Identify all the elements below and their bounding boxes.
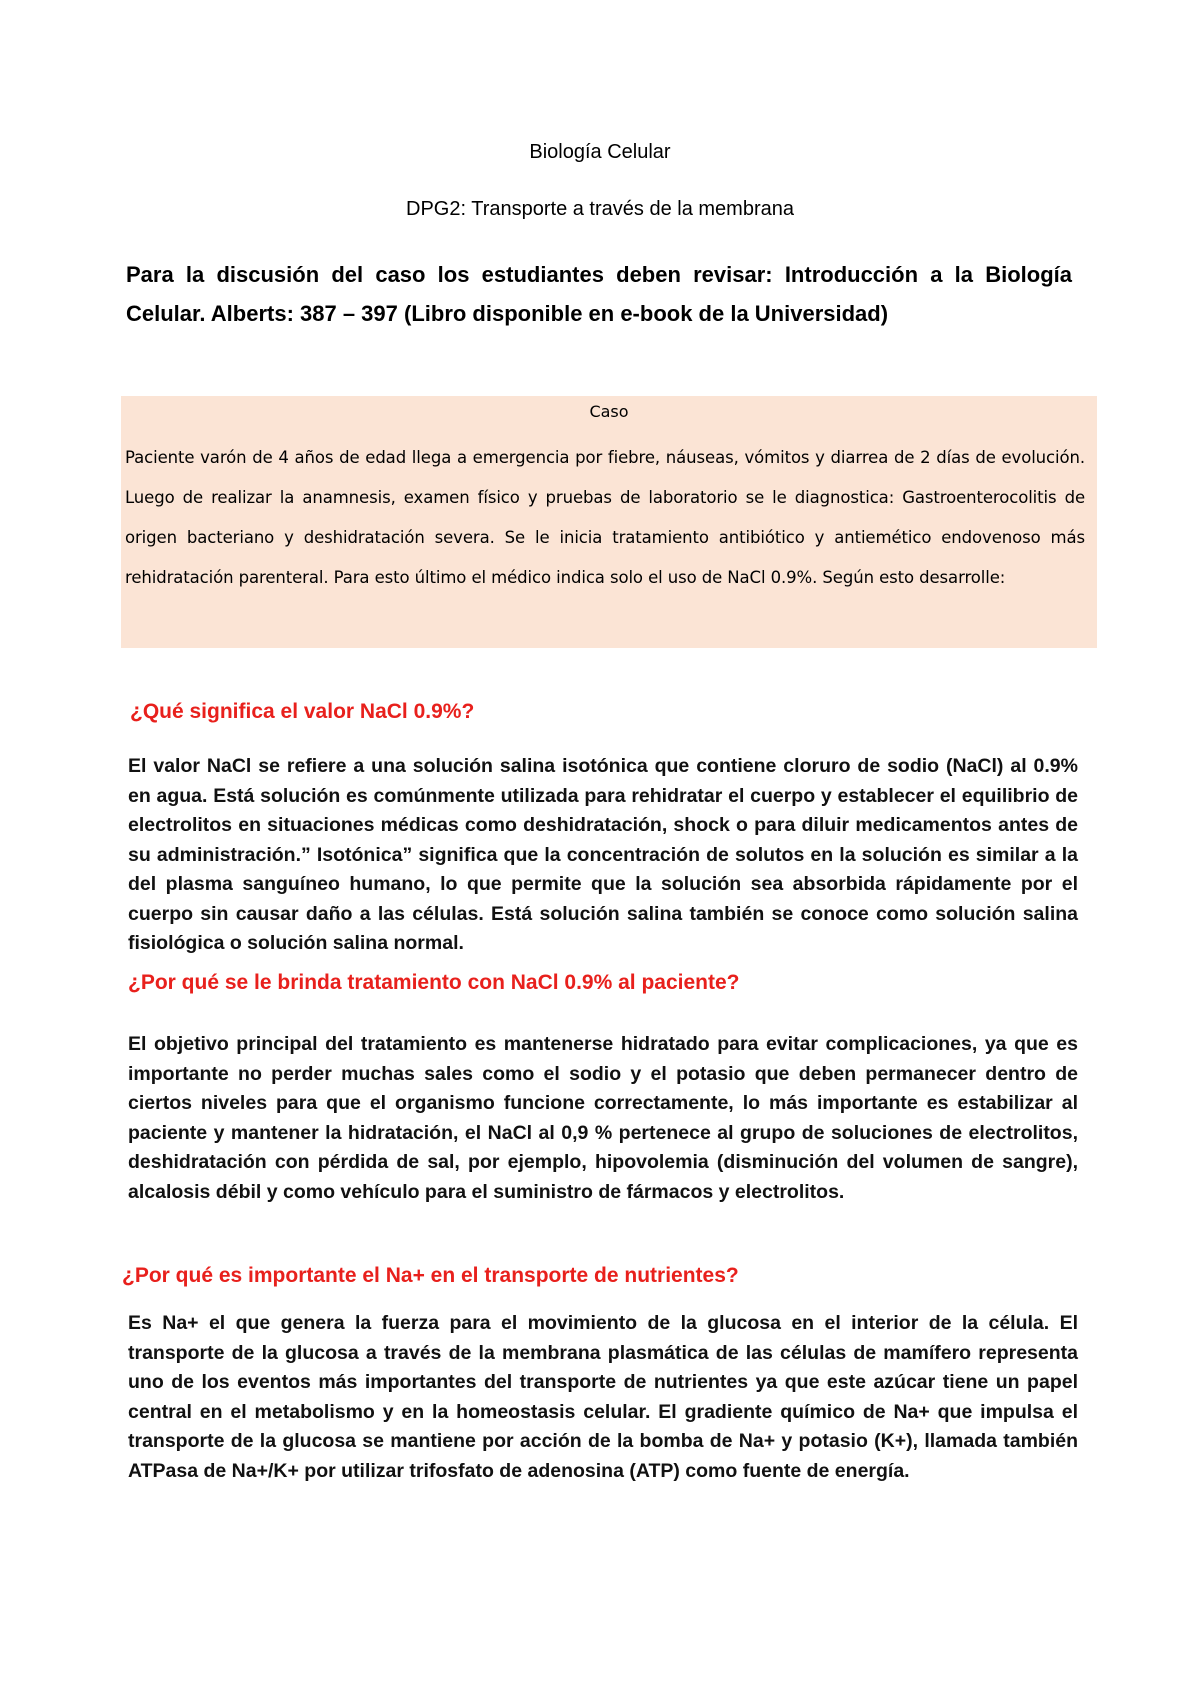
- answer-2: El objetivo principal del tratamiento es mantenerse hidratado para evitar complicaciones, ya que es importante no perder muchas sales como el sodio y el potasio que deben permanecer dentro de ciertos niveles para que el organismo funcione correctamente, lo más importante es estabilizar al paciente y mantener la hidratación, el NaCl al 0,9 % pertenece al grupo de soluciones de electrolitos, deshidratación con pérdida de sal, por ejemplo, hipovolemia (disminución del volumen de sangre), alcalosis débil y como vehículo para el suministro de fármacos y electrolitos.: [128, 1033, 1078, 1203]
- answer-1: El valor NaCl se refiere a una solución salina isotónica que contiene cloruro de sodio (NaCl) al 0.9% en agua. Está solución es comúnmente utilizada para rehidratar el cuerpo y establecer el equilibrio de electrolitos en situaciones médicas como deshidratación, shock o para diluir medicamentos antes de su administración.” Isotónica” significa que la concentración de solutos en la solución es similar a la del plasma sanguíneo humano, lo que permite que la solución sea absorbida rápidamente por el cuerpo sin causar daño a las células. Está solución salina también se conoce como solución salina fisiológica o solución salina normal.: [128, 755, 1078, 954]
- reading-instructions: Para la discusión del caso los estudiantes deben revisar: Introducción a la Biología Celular. Alberts: 387 – 397 (Libro disponible en e-book de la Universidad): [126, 262, 1072, 326]
- question-3: ¿Por qué es importante el Na+ en el transporte de nutrientes?: [122, 1264, 739, 1287]
- question-2: ¿Por qué se le brinda tratamiento con NaCl 0.9% al paciente?: [128, 971, 740, 994]
- answer-3: Es Na+ el que genera la fuerza para el movimiento de la glucosa en el interior de la célula. El transporte de la glucosa a través de la membrana plasmática de las células de mamífero representa uno de los eventos más importantes del transporte de nutrientes ya que este azúcar tiene un papel central en el metabolismo y en la homeostasis celular. El gradiente químico de Na+ que impulsa el transporte de la glucosa se mantiene por acción de la bomba de Na+ y potasio (K+), llamada también ATPasa de Na+/K+ por utilizar trifosfato de adenosina (ATP) como fuente de energía.: [128, 1312, 1078, 1482]
- document-title: Biología Celular: [529, 141, 671, 163]
- case-box: [121, 396, 1097, 648]
- question-1: ¿Qué significa el valor NaCl 0.9%?: [130, 700, 475, 723]
- case-description: Paciente varón de 4 años de edad llega a emergencia por fiebre, náuseas, vómitos y diarrea de 2 días de evolución. Luego de realizar la anamnesis, examen físico y pruebas de laboratorio se le diagnostica: Gastroenterocolitis de origen bacteriano y deshidratación severa. Se le inicia tratamiento antibiótico y antiemético endovenoso más rehidratación parenteral. Para esto último el médico indica solo el uso de NaCl 0.9%. Según esto desarrolle:: [125, 448, 1085, 587]
- document-subtitle: DPG2: Transporte a través de la membrana: [406, 198, 794, 220]
- case-heading: Caso: [589, 402, 629, 421]
